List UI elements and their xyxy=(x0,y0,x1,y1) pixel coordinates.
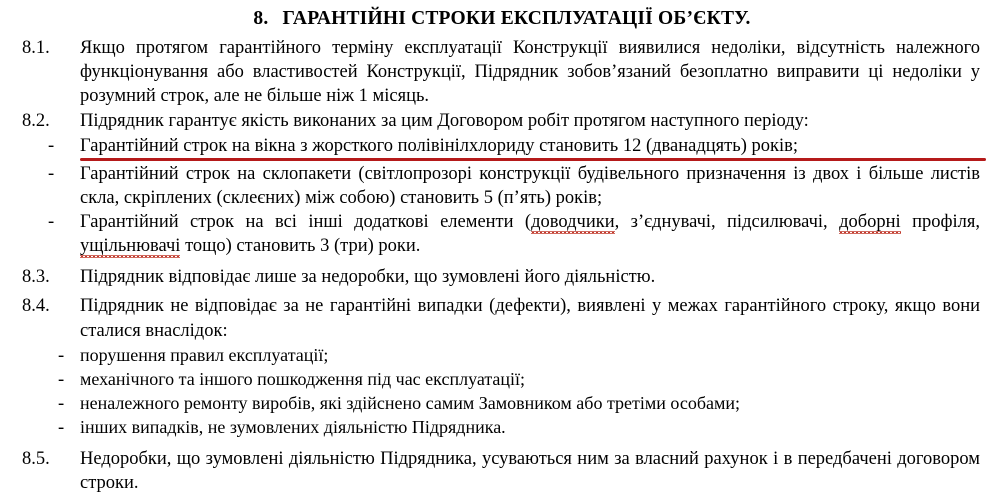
bullet-dash: - xyxy=(48,164,55,185)
bullet-text: порушення правил експлуатації; xyxy=(80,344,329,365)
bullet-text: механічного та іншого пошкодження під час експлуатації; xyxy=(80,368,526,389)
clause-number: 8.3. xyxy=(22,267,50,288)
clause-number: 8.4. xyxy=(22,296,50,317)
clause-number: 8.2. xyxy=(22,111,50,132)
clause-text: Якщо протягом гарантійного терміну експлуатації Конструкції виявилися недоліки, відсутність належного функціонування або властивостей Конструкції, Підрядник зобов’язаний безоплатно виправити ці недоліки у розумний строк, але не більше ніж 1 місяць. xyxy=(80,38,980,107)
clause-8-3 xyxy=(18,265,986,289)
clause-8-1 xyxy=(18,36,986,108)
bullet-dash: - xyxy=(48,136,55,157)
clause-text: Підрядник відповідає лише за недоробки, що зумовлені його діяльністю. xyxy=(80,267,656,288)
bullet-text-after: тощо) становить 3 (три) роки. xyxy=(180,236,421,257)
bullet-dash: - xyxy=(58,417,65,438)
bullet-exclusion-mechanical-damage xyxy=(18,368,986,392)
bullet-text-before: Гарантійний строк на всі інші додаткові елементи ( xyxy=(80,212,532,233)
bullet-text-wrapper xyxy=(80,210,986,258)
page-title xyxy=(18,8,986,30)
clause-8-5 xyxy=(18,447,986,495)
clause-number: 8.5. xyxy=(22,448,50,469)
bullet-text: Гарантійний строк на склопакети (світлопрозорі конструкції будівельного призначення із двох і більше листів скла, скріплених (склеєних) між собою) становить 5 (п’ять) років; xyxy=(80,164,980,209)
bullet-dash: - xyxy=(58,393,65,414)
bullet-dash: - xyxy=(58,369,65,390)
page-title-number: 8. xyxy=(253,8,269,29)
spellcheck-word-3: ущільнювачі xyxy=(80,236,181,257)
clause-8-2 xyxy=(18,109,986,133)
bullet-guarantee-windows xyxy=(18,134,986,158)
bullet-dash: - xyxy=(48,212,55,233)
spellcheck-word-2: доборні xyxy=(839,212,901,233)
bullet-text-mid-2: профіля, xyxy=(900,212,980,233)
bullet-exclusion-improper-repair xyxy=(18,392,986,416)
bullet-guarantee-glass-units xyxy=(18,162,986,210)
clause-text: Недоробки, що зумовлені діяльністю Підрядника, усуваються ним за власний рахунок і в передбачені договором строки. xyxy=(80,448,980,493)
spellcheck-word-1: доводчики xyxy=(531,212,615,233)
clause-text: Підрядник не відповідає за не гарантійні випадки (дефекти), виявлені у межах гарантійного строку, якщо вони сталися внаслідок: xyxy=(80,296,980,341)
clause-number: 8.1. xyxy=(22,38,50,58)
bullet-text: Гарантійний строк на вікна з жорсткого полівінілхлориду становить 12 (дванадцять) років; xyxy=(80,136,798,157)
red-underline-highlight xyxy=(80,158,986,161)
bullet-text: неналежного ремонту виробів, які здійснено самим Замовником або третіми особами; xyxy=(80,392,741,413)
bullet-text-wrapper xyxy=(80,134,986,158)
bullet-exclusion-operation-rules xyxy=(18,344,986,368)
bullet-text: інших випадків, не зумовлених діяльністю Підрядника. xyxy=(80,416,506,437)
clause-text: Підрядник гарантує якість виконаних за цим Договором робіт протягом наступного періоду: xyxy=(80,111,809,132)
bullet-exclusion-other-cases xyxy=(18,416,986,440)
bullet-guarantee-accessories xyxy=(18,210,986,258)
bullet-dash: - xyxy=(58,345,65,366)
bullet-text-mid-1: , з’єднувачі, підсилювачі, xyxy=(614,212,840,233)
page-title-text: ГАРАНТІЙНІ СТРОКИ ЕКСПЛУАТАЦІЇ ОБ’ЄКТУ. xyxy=(282,8,751,29)
clause-8-4 xyxy=(18,294,986,342)
